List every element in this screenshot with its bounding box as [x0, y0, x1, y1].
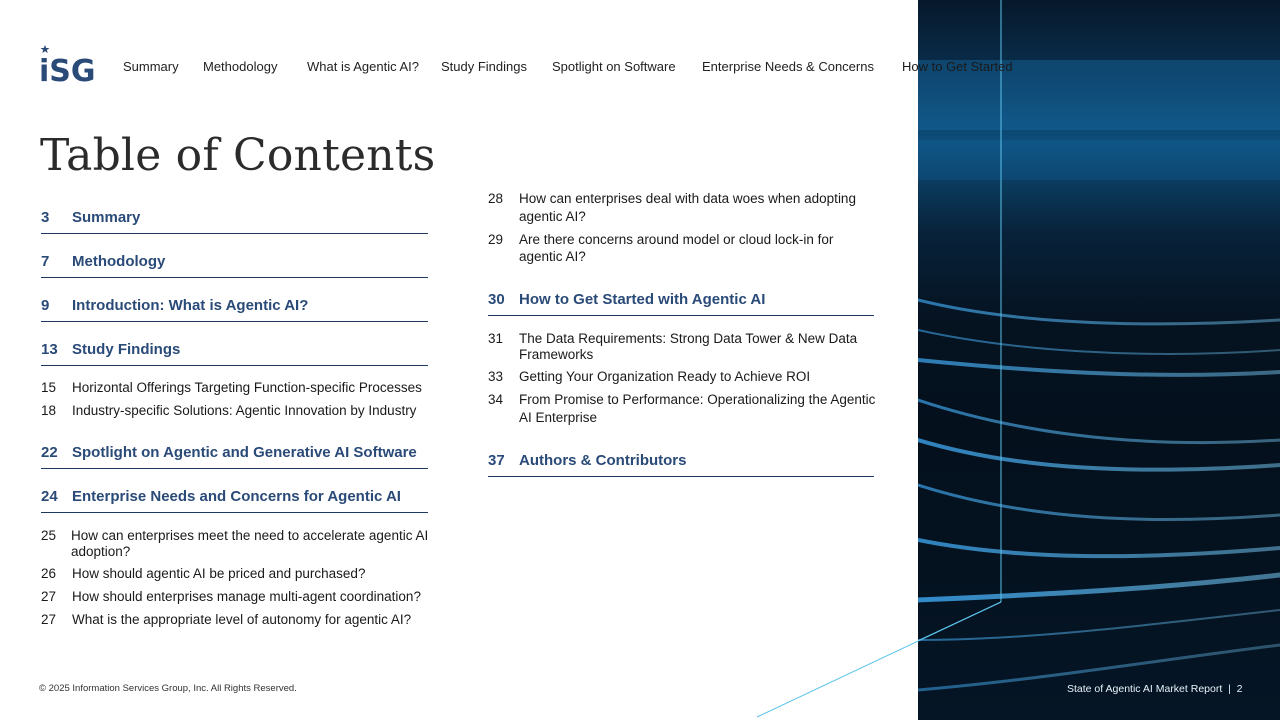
toc-entry[interactable] — [41, 565, 441, 582]
section-page-number: 22 — [41, 444, 58, 461]
toc-entry[interactable] — [41, 402, 441, 419]
entry-title: Industry-specific Solutions: Agentic Innovation by Industry — [72, 403, 417, 418]
nav-spotlight-on-software[interactable]: Spotlight on Software — [552, 59, 676, 74]
entry-title-line-2: adoption? — [71, 544, 131, 559]
nav-enterprise-needs[interactable]: Enterprise Needs & Concerns — [702, 59, 874, 74]
entry-page-number: 31 — [488, 331, 504, 346]
section-page-number: 3 — [41, 209, 50, 226]
toc-section-spotlight[interactable] — [41, 444, 428, 469]
entry-page-number: 28 — [488, 191, 504, 206]
entry-title-line-1: The Data Requirements: Strong Data Tower & New Data — [519, 331, 858, 346]
entry-title-line-1: From Promise to Performance: Operationalizing the Agentic — [519, 392, 876, 407]
nav-how-to-get-started[interactable]: How to Get Started — [902, 59, 1013, 74]
section-page-number: 7 — [41, 253, 50, 270]
toc-entry[interactable] — [41, 379, 441, 396]
section-page-number: 37 — [488, 452, 505, 469]
entry-title-line-1: How can enterprises deal with data woes when adopting — [519, 191, 856, 206]
copyright-text: © 2025 Information Services Group, Inc. All Rights Reserved. — [39, 683, 297, 694]
toc-section-introduction[interactable] — [41, 297, 428, 322]
entry-title: What is the appropriate level of autonomy for agentic AI? — [72, 612, 412, 627]
section-title: Summary — [72, 209, 141, 226]
page-title: Table of Contents — [40, 130, 436, 181]
entry-title: How should agentic AI be priced and purchased? — [72, 566, 366, 581]
entry-title: How should enterprises manage multi-agent coordination? — [72, 589, 421, 604]
section-title: Introduction: What is Agentic AI? — [72, 297, 309, 314]
section-title: How to Get Started with Agentic AI — [519, 291, 766, 308]
report-page-label: State of Agentic AI Market Report | 2 — [1067, 683, 1243, 695]
section-title: Enterprise Needs and Concerns for Agentic AI — [72, 488, 401, 505]
entry-page-number: 27 — [41, 589, 57, 604]
entry-title-line-1: How can enterprises meet the need to accelerate agentic AI — [71, 528, 429, 543]
toc-entry[interactable] — [41, 588, 441, 605]
toc-section-get-started[interactable] — [488, 291, 874, 316]
toc-entry[interactable] — [41, 611, 441, 628]
entry-title-line-2: AI Enterprise — [519, 410, 598, 425]
toc-entry[interactable] — [488, 330, 888, 364]
toc-entry[interactable] — [488, 391, 898, 425]
entry-title-line-1: Are there concerns around model or cloud lock-in for — [519, 232, 834, 247]
entry-page-number: 34 — [488, 392, 504, 407]
toc-section-study-findings[interactable] — [41, 341, 428, 366]
entry-page-number: 18 — [41, 403, 57, 418]
nav-summary[interactable]: Summary — [123, 59, 179, 74]
entry-page-number: 25 — [41, 528, 57, 543]
entry-title: Getting Your Organization Ready to Achieve ROI — [519, 369, 811, 384]
section-page-number: 24 — [41, 488, 58, 505]
toc-entry[interactable] — [488, 231, 888, 265]
toc-section-summary[interactable] — [41, 209, 428, 234]
entry-page-number: 26 — [41, 566, 57, 581]
section-page-number: 30 — [488, 291, 505, 308]
section-page-number: 9 — [41, 297, 50, 314]
toc-section-enterprise-needs[interactable] — [41, 488, 428, 513]
entry-page-number: 29 — [488, 232, 504, 247]
section-title: Authors & Contributors — [519, 452, 687, 469]
toc-entry[interactable] — [488, 190, 888, 224]
entry-page-number: 27 — [41, 612, 57, 627]
entry-title-line-2: Frameworks — [519, 347, 594, 362]
toc-entry[interactable] — [41, 527, 451, 561]
entry-title-line-2: agentic AI? — [519, 249, 586, 264]
section-title: Study Findings — [72, 341, 181, 358]
toc-section-methodology[interactable] — [41, 253, 428, 278]
section-title: Spotlight on Agentic and Generative AI Software — [72, 444, 417, 461]
entry-page-number: 33 — [488, 369, 504, 384]
nav-study-findings[interactable]: Study Findings — [441, 59, 527, 74]
svg-text:iSG: iSG — [39, 54, 95, 85]
section-title: Methodology — [72, 253, 166, 270]
isg-logo[interactable] — [39, 45, 95, 85]
entry-page-number: 15 — [41, 380, 57, 395]
section-page-number: 13 — [41, 341, 58, 358]
entry-title-line-2: agentic AI? — [519, 209, 586, 224]
toc-section-authors[interactable] — [488, 452, 874, 477]
nav-what-is-agentic-ai[interactable]: What is Agentic AI? — [307, 59, 420, 74]
entry-title: Horizontal Offerings Targeting Function-specific Processes — [72, 380, 422, 395]
nav-methodology[interactable]: Methodology — [203, 59, 278, 74]
toc-entry[interactable] — [488, 368, 888, 385]
